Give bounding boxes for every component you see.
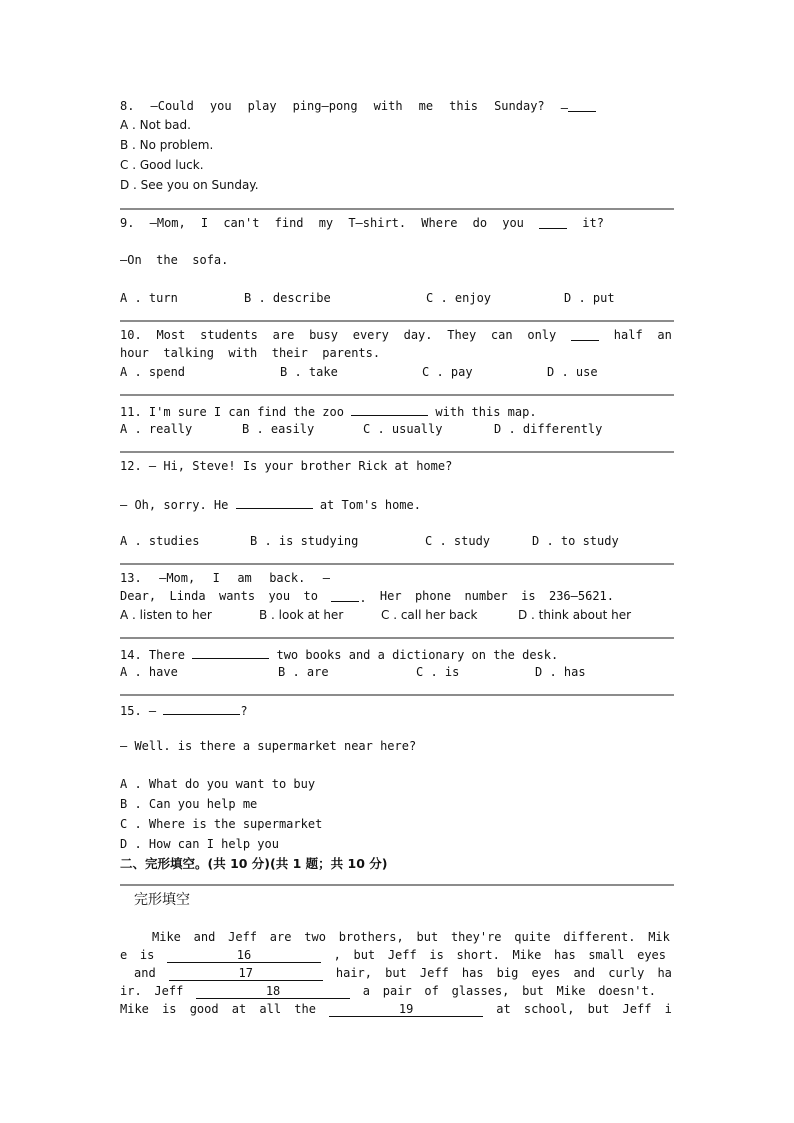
q11-option-c[interactable]: C . usually (363, 422, 443, 436)
answer-blank[interactable] (351, 403, 428, 416)
divider (120, 451, 674, 453)
q12-option-a[interactable]: A . studies (120, 534, 200, 548)
q9-option-b[interactable]: B . describe (244, 291, 331, 305)
q14-option-b[interactable]: B . are (278, 665, 329, 679)
q13-stem: 13. —Mom, I am back. — (120, 571, 330, 585)
q15-option-b[interactable]: B . Can you help me (120, 797, 258, 811)
q15-option-d[interactable]: D . How can I help you (120, 837, 279, 851)
q13-option-b[interactable]: B . look at her (259, 608, 344, 622)
q8-option-d[interactable]: D . See you on Sunday. (120, 178, 259, 192)
divider (120, 884, 674, 886)
q9-option-c[interactable]: C . enjoy (426, 291, 492, 305)
q10-option-d[interactable]: D . use (547, 365, 598, 379)
cloze-blank-19[interactable]: 19 (329, 1002, 483, 1017)
answer-blank[interactable] (331, 589, 359, 602)
cloze-blank-16[interactable]: 16 (167, 948, 321, 963)
q9-option-d[interactable]: D . put (564, 291, 615, 305)
q9-answer-line: —On the sofa. (120, 253, 229, 267)
q9-stem: 9. —Mom, I can't find my T—shirt. Where do you it? (120, 216, 604, 230)
q15-stem: 15. — ? (120, 704, 248, 718)
cloze-passage-line: ir. Jeff 18 a pair of glasses, but Mike doesn't. (120, 984, 656, 998)
q10-stem: 10. Most students are busy every day. They can only half an (120, 328, 672, 342)
section-heading: 二、完形填空。(共 10 分)(共 1 题；共 10 分) (120, 856, 388, 871)
q12-option-c[interactable]: C . study (425, 534, 491, 548)
q11-option-d[interactable]: D . differently (494, 422, 603, 436)
cloze-passage-line: Mike and Jeff are two brothers, but they're quite different. Mik (152, 930, 670, 944)
q9-option-a[interactable]: A . turn (120, 291, 178, 305)
q13-option-a[interactable]: A . listen to her (120, 608, 212, 622)
q12-stem-line2: — Oh, sorry. He at Tom's home. (120, 498, 421, 512)
answer-blank[interactable] (236, 496, 313, 509)
divider (120, 320, 674, 322)
divider (120, 637, 674, 639)
q8-option-b[interactable]: B . No problem. (120, 138, 214, 152)
answer-blank[interactable] (539, 216, 567, 229)
divider (120, 694, 674, 696)
cloze-passage-line: e is 16 , but Jeff is short. Mike has small eyes (120, 948, 666, 962)
divider (120, 208, 674, 210)
cloze-passage-line: Mike is good at all the 19 at school, but Jeff i (120, 1002, 672, 1016)
q8-stem: 8. —Could you play ping—pong with me this Sunday? — (120, 99, 596, 115)
q12-stem: 12. — Hi, Steve! Is your brother Rick at home? (120, 459, 453, 473)
q14-option-a[interactable]: A . have (120, 665, 178, 679)
q8-option-c[interactable]: C . Good luck. (120, 158, 204, 172)
cloze-passage-line: and 17 hair, but Jeff has big eyes and curly ha (134, 966, 672, 980)
q12-option-b[interactable]: B . is studying (250, 534, 359, 548)
q15-stem-line2: — Well. is there a supermarket near here? (120, 739, 417, 753)
answer-blank[interactable] (163, 702, 240, 715)
divider (120, 563, 674, 565)
q10-option-c[interactable]: C . pay (422, 365, 473, 379)
q12-option-d[interactable]: D . to study (532, 534, 619, 548)
q10-option-a[interactable]: A . spend (120, 365, 186, 379)
q11-stem: 11. I'm sure I can find the zoo with this map. (120, 405, 537, 419)
cloze-blank-17[interactable]: 17 (169, 966, 323, 981)
cloze-title: 完形填空 (134, 892, 190, 908)
divider (120, 394, 674, 396)
q13-option-c[interactable]: C . call her back (381, 608, 478, 622)
q15-option-c[interactable]: C . Where is the supermarket (120, 817, 323, 831)
q13-stem-line2: Dear, Linda wants you to . Her phone number is 236—5621. (120, 589, 614, 605)
q10-stem-line2: hour talking with their parents. (120, 346, 381, 360)
q14-option-c[interactable]: C . is (416, 665, 460, 679)
cloze-blank-18[interactable]: 18 (196, 984, 350, 999)
answer-blank[interactable] (571, 328, 599, 341)
q11-option-a[interactable]: A . really (120, 422, 193, 436)
q14-stem: 14. There two books and a dictionary on the desk. (120, 648, 559, 662)
q13-option-d[interactable]: D . think about her (518, 608, 632, 622)
q15-option-a[interactable]: A . What do you want to buy (120, 777, 316, 791)
answer-blank[interactable] (192, 646, 269, 659)
q8-option-a[interactable]: A . Not bad. (120, 118, 191, 132)
q10-option-b[interactable]: B . take (280, 365, 338, 379)
answer-blank[interactable] (568, 99, 596, 112)
q14-option-d[interactable]: D . has (535, 665, 586, 679)
q11-option-b[interactable]: B . easily (242, 422, 315, 436)
